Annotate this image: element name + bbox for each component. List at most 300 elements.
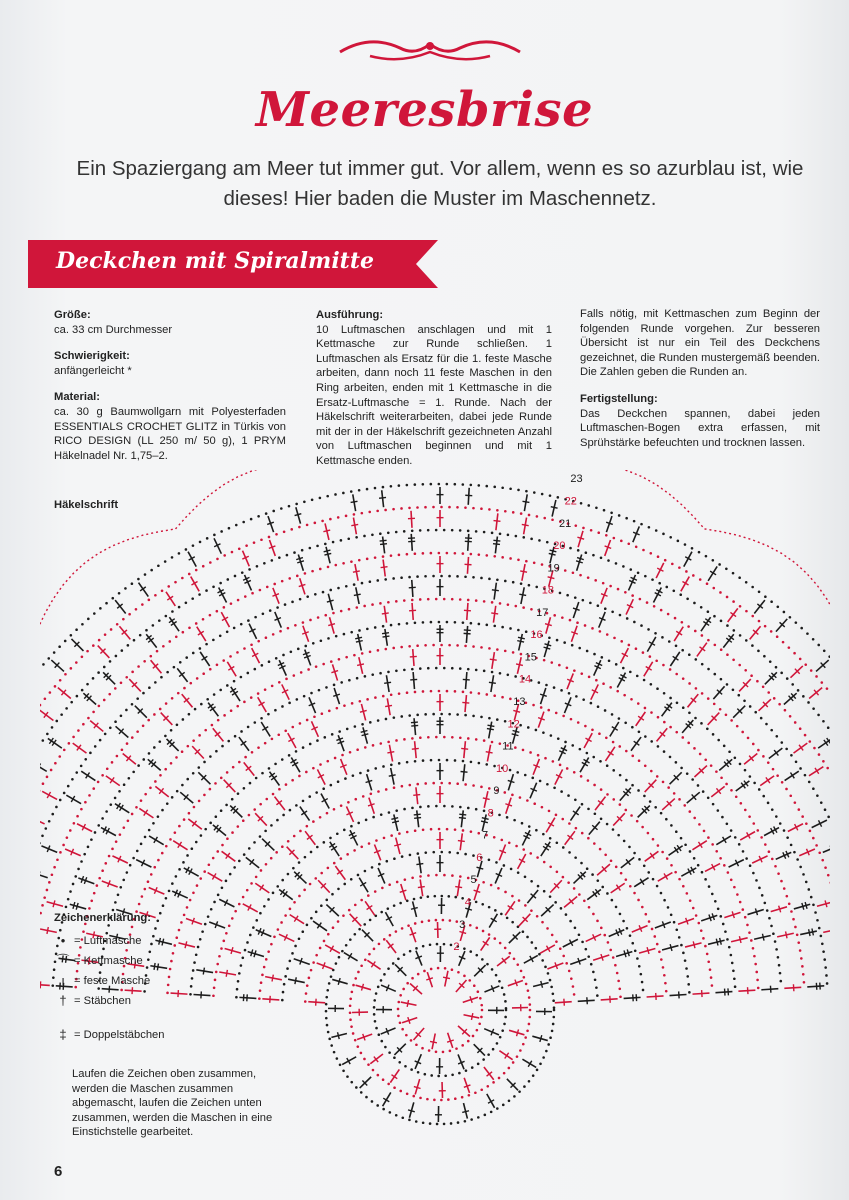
chain-dot bbox=[770, 630, 773, 633]
chain-dot bbox=[115, 840, 118, 843]
chain-dot bbox=[679, 593, 682, 596]
chain-dot bbox=[417, 973, 420, 976]
chain-dot bbox=[109, 803, 112, 806]
chain-dot bbox=[693, 817, 696, 820]
chain-dot bbox=[442, 1051, 445, 1054]
chain-dot bbox=[319, 497, 322, 500]
chain-dot bbox=[67, 785, 70, 788]
chain-dot bbox=[766, 909, 769, 912]
chain-dot bbox=[322, 663, 325, 666]
chain-dot bbox=[388, 1051, 391, 1054]
chain-dot bbox=[414, 829, 417, 832]
chain-dot bbox=[665, 818, 668, 821]
chain-dot bbox=[570, 718, 573, 721]
chain-dot bbox=[80, 808, 83, 811]
chain-dot bbox=[289, 809, 292, 812]
chain-dot bbox=[409, 950, 412, 953]
chain-dot bbox=[236, 705, 239, 708]
chain-dot bbox=[573, 771, 576, 774]
chain-dot bbox=[407, 924, 410, 927]
chain-dot bbox=[67, 898, 70, 901]
chain-dot bbox=[298, 895, 301, 898]
chain-dot bbox=[185, 548, 188, 551]
chain-dot bbox=[189, 899, 192, 902]
chain-dot bbox=[636, 675, 639, 678]
chain-dot bbox=[682, 952, 685, 955]
chain-dot bbox=[488, 647, 491, 650]
chain-dot bbox=[775, 666, 778, 669]
chain-dot bbox=[352, 774, 355, 777]
chain-dot bbox=[754, 711, 757, 714]
chain-dot bbox=[536, 1069, 539, 1072]
chain-dot bbox=[650, 711, 653, 714]
chain-dot bbox=[496, 509, 499, 512]
chain-dot bbox=[523, 1085, 526, 1088]
chain-dot bbox=[181, 784, 184, 787]
chain-dot bbox=[428, 1049, 431, 1052]
chain-dot bbox=[780, 672, 783, 675]
chain-dot bbox=[455, 1047, 458, 1050]
chain-dot bbox=[611, 611, 614, 614]
chain-dot bbox=[817, 714, 820, 717]
chain-dot bbox=[645, 913, 648, 916]
chain-dot bbox=[325, 1003, 328, 1006]
stitch-mark bbox=[570, 807, 580, 821]
chain-dot bbox=[628, 846, 631, 849]
chain-dot bbox=[106, 767, 109, 770]
chain-dot bbox=[592, 913, 595, 916]
chain-dot bbox=[409, 854, 412, 857]
chain-dot bbox=[278, 681, 281, 684]
chain-dot bbox=[687, 625, 690, 628]
chain-dot bbox=[243, 787, 246, 790]
chain-dot bbox=[814, 911, 817, 914]
chain-dot bbox=[444, 967, 447, 970]
chain-dot bbox=[762, 686, 765, 689]
chain-dot bbox=[733, 629, 736, 632]
chain-dot bbox=[88, 794, 91, 797]
chain-dot bbox=[414, 922, 417, 925]
chain-dot bbox=[684, 843, 687, 846]
chain-dot bbox=[374, 487, 377, 490]
chain-dot bbox=[430, 759, 433, 762]
chain-dot bbox=[462, 483, 465, 486]
stitch-mark bbox=[418, 887, 425, 888]
chain-dot bbox=[584, 725, 587, 728]
chain-dot bbox=[613, 537, 616, 540]
chain-dot bbox=[296, 575, 299, 578]
chain-dot bbox=[69, 890, 72, 893]
chain-dot bbox=[545, 684, 548, 687]
chain-dot bbox=[87, 618, 90, 621]
stitch-mark bbox=[491, 675, 494, 692]
chain-dot bbox=[522, 1043, 525, 1046]
chain-dot bbox=[770, 729, 773, 732]
chain-dot bbox=[319, 816, 322, 819]
legend-item bbox=[54, 931, 274, 951]
stitch-mark bbox=[494, 521, 501, 522]
chain-dot bbox=[162, 645, 165, 648]
chain-dot bbox=[518, 899, 521, 902]
round-number-label: 9 bbox=[493, 785, 500, 798]
chain-dot bbox=[683, 804, 686, 807]
chain-dot bbox=[156, 650, 159, 653]
chain-dot bbox=[142, 692, 145, 695]
chain-dot bbox=[281, 580, 284, 583]
chain-dot bbox=[669, 726, 672, 729]
chain-dot bbox=[343, 633, 346, 636]
chain-dot bbox=[551, 518, 554, 521]
stitch-mark bbox=[776, 619, 787, 632]
stitch-mark bbox=[410, 679, 417, 680]
stitch-mark bbox=[390, 1069, 399, 1082]
stitch-mark bbox=[507, 1079, 518, 1090]
chain-dot bbox=[587, 576, 590, 579]
chain-dot bbox=[631, 726, 634, 729]
chain-dot bbox=[203, 794, 206, 797]
schwierigkeit-label: Schwierigkeit: bbox=[54, 350, 130, 363]
chain-dot bbox=[607, 941, 610, 944]
chain-dot bbox=[374, 890, 377, 893]
stitch-mark bbox=[465, 695, 466, 712]
chain-dot bbox=[738, 843, 741, 846]
chain-dot bbox=[559, 592, 562, 595]
chain-dot bbox=[192, 891, 195, 894]
chain-dot bbox=[631, 594, 634, 597]
chain-dot bbox=[631, 942, 634, 945]
chain-dot bbox=[206, 537, 209, 540]
chain-dot bbox=[192, 652, 195, 655]
chain-dot bbox=[81, 689, 84, 692]
chain-dot bbox=[575, 827, 578, 830]
chain-dot bbox=[443, 943, 446, 946]
chain-dot bbox=[509, 698, 512, 701]
chain-dot bbox=[228, 527, 231, 530]
chain-dot bbox=[514, 675, 517, 678]
chain-dot bbox=[549, 494, 552, 497]
chain-dot bbox=[41, 904, 44, 907]
chain-dot bbox=[76, 695, 79, 698]
chain-dot bbox=[498, 814, 501, 817]
stitch-mark bbox=[694, 766, 707, 777]
chain-dot bbox=[763, 902, 766, 905]
chain-dot bbox=[701, 871, 704, 874]
chain-dot bbox=[275, 657, 278, 660]
stitch-mark bbox=[620, 788, 631, 801]
stitch-mark bbox=[459, 818, 466, 819]
stitch-mark bbox=[647, 996, 664, 997]
chain-dot bbox=[221, 745, 224, 748]
chain-dot bbox=[54, 685, 57, 688]
chain-dot bbox=[642, 989, 645, 992]
chain-dot bbox=[271, 738, 274, 741]
chain-dot bbox=[101, 869, 104, 872]
stitch-mark bbox=[420, 879, 423, 896]
chain-dot bbox=[142, 758, 145, 761]
chain-dot bbox=[706, 727, 709, 730]
chain-dot bbox=[199, 541, 202, 544]
chain-dot bbox=[237, 825, 240, 828]
chain-dot bbox=[562, 876, 565, 879]
chain-dot bbox=[775, 815, 778, 818]
chain-dot bbox=[538, 681, 541, 684]
material-text: ca. 30 g Baumwollgarn mit Polyesterfaden ESSENTIALS CROCHET GLITZ in Türkis von RICO DESIGN (LL 250 m/ 50 g), 1 PRYM Häkelnadel Nr. 1,75–2. bbox=[54, 405, 286, 462]
chain-dot bbox=[59, 679, 62, 682]
chain-dot bbox=[512, 1061, 515, 1064]
cross-icon: † bbox=[59, 993, 67, 1008]
chain-dot bbox=[467, 1040, 470, 1043]
chain-dot bbox=[250, 643, 253, 646]
stitch-mark bbox=[461, 748, 468, 749]
chain-dot bbox=[757, 650, 760, 653]
chain-dot bbox=[346, 728, 349, 731]
chain-dot bbox=[314, 593, 317, 596]
chain-dot bbox=[58, 645, 61, 648]
chain-dot bbox=[385, 718, 388, 721]
chain-dot bbox=[615, 866, 618, 869]
chain-dot bbox=[618, 987, 621, 990]
chain-dot bbox=[299, 830, 302, 833]
chain-dot bbox=[148, 829, 151, 832]
chain-dot bbox=[800, 627, 803, 630]
chain-dot bbox=[822, 760, 825, 763]
legend-item-label: = feste Masche bbox=[74, 975, 151, 987]
chain-dot bbox=[547, 1043, 550, 1046]
chain-dot bbox=[97, 824, 100, 827]
chain-dot bbox=[366, 558, 369, 561]
chain-dot bbox=[470, 553, 473, 556]
chain-dot bbox=[340, 681, 343, 684]
chain-dot bbox=[90, 899, 93, 902]
chain-dot bbox=[94, 831, 97, 834]
chain-dot bbox=[807, 701, 810, 704]
chain-dot bbox=[152, 822, 155, 825]
chain-dot bbox=[324, 614, 327, 617]
chain-dot bbox=[319, 947, 322, 950]
chain-dot bbox=[301, 549, 304, 552]
stitch-mark bbox=[198, 772, 210, 784]
stitch-mark bbox=[733, 706, 745, 718]
chain-dot bbox=[786, 836, 789, 839]
chain-dot bbox=[366, 628, 369, 631]
stitch-mark bbox=[227, 662, 236, 677]
chain-dot bbox=[42, 782, 45, 785]
chain-dot bbox=[513, 1095, 516, 1098]
chain-dot bbox=[700, 929, 703, 932]
chain-dot bbox=[98, 877, 101, 880]
chain-dot bbox=[199, 647, 202, 650]
chain-dot bbox=[492, 1081, 495, 1084]
chain-dot bbox=[281, 758, 284, 761]
chain-dot bbox=[379, 742, 382, 745]
chain-dot bbox=[345, 944, 348, 947]
chain-dot bbox=[669, 536, 672, 539]
stitch-mark bbox=[601, 999, 618, 1000]
chain-dot bbox=[354, 1039, 357, 1042]
chain-dot bbox=[703, 830, 706, 833]
chain-dot bbox=[104, 733, 107, 736]
chain-dot bbox=[322, 787, 325, 790]
chain-dot bbox=[320, 639, 323, 642]
stitch-mark bbox=[459, 931, 466, 933]
chain-dot bbox=[357, 822, 360, 825]
chain-dot bbox=[114, 901, 117, 904]
chain-dot bbox=[755, 971, 758, 974]
chain-dot bbox=[396, 881, 399, 884]
chain-dot bbox=[571, 644, 574, 647]
chain-dot bbox=[209, 822, 212, 825]
legend-item bbox=[54, 1025, 274, 1045]
chain-dot bbox=[226, 837, 229, 840]
chain-dot bbox=[778, 703, 781, 706]
chain-dot bbox=[573, 669, 576, 672]
chain-dot bbox=[480, 577, 483, 580]
chain-dot bbox=[320, 872, 323, 875]
chain-dot bbox=[371, 866, 374, 869]
chain-dot bbox=[638, 858, 641, 861]
stitch-mark bbox=[326, 905, 338, 917]
chain-dot bbox=[361, 723, 364, 726]
chain-dot bbox=[821, 942, 824, 945]
chain-dot bbox=[574, 596, 577, 599]
chain-dot bbox=[392, 647, 395, 650]
chain-dot bbox=[118, 592, 121, 595]
chain-dot bbox=[459, 806, 462, 809]
chain-dot bbox=[739, 763, 742, 766]
chain-dot bbox=[610, 511, 613, 514]
chain-dot bbox=[304, 572, 307, 575]
chain-dot bbox=[591, 627, 594, 630]
chain-dot bbox=[512, 581, 515, 584]
chain-dot bbox=[343, 829, 346, 832]
chain-dot bbox=[727, 871, 730, 874]
chain-dot bbox=[475, 530, 478, 533]
stitch-mark bbox=[361, 984, 363, 991]
stitch-mark bbox=[636, 712, 646, 726]
chain-dot bbox=[430, 828, 433, 831]
chain-dot bbox=[560, 790, 563, 793]
stitch-mark bbox=[360, 1077, 371, 1088]
chain-dot bbox=[174, 831, 177, 834]
stitch-mark bbox=[682, 720, 693, 733]
instructions-column bbox=[316, 308, 552, 469]
chain-dot bbox=[289, 908, 292, 911]
chain-dot bbox=[443, 598, 446, 601]
chain-dot bbox=[243, 647, 246, 650]
chain-dot bbox=[725, 567, 728, 570]
chain-dot bbox=[98, 705, 101, 708]
chain-dot bbox=[638, 759, 641, 762]
chain-dot bbox=[414, 483, 417, 486]
chain-dot bbox=[83, 853, 86, 856]
chain-dot bbox=[454, 690, 457, 693]
chain-dot bbox=[710, 764, 713, 767]
chain-dot bbox=[116, 755, 119, 758]
section-banner-title: Deckchen mit Spiralmitte bbox=[56, 248, 375, 274]
chain-dot bbox=[435, 529, 438, 532]
stitch-mark bbox=[493, 544, 500, 545]
chain-dot bbox=[472, 784, 475, 787]
chain-dot bbox=[499, 1036, 502, 1039]
chain-dot bbox=[297, 648, 300, 651]
scallop-edge bbox=[705, 529, 831, 643]
chain-dot bbox=[619, 995, 622, 998]
stitch-mark bbox=[711, 786, 724, 797]
chain-dot bbox=[610, 859, 613, 862]
chain-dot bbox=[486, 1085, 489, 1088]
chain-dot bbox=[448, 506, 451, 509]
chain-dot bbox=[522, 930, 525, 933]
chain-dot bbox=[493, 625, 496, 628]
chain-dot bbox=[408, 714, 411, 717]
chain-dot bbox=[349, 1018, 352, 1021]
chain-dot bbox=[625, 779, 628, 782]
chain-dot bbox=[70, 701, 73, 704]
stitch-mark bbox=[576, 561, 583, 563]
legend-item-label: = Doppelstäbchen bbox=[74, 1029, 165, 1041]
chain-dot bbox=[602, 582, 605, 585]
chain-dot bbox=[528, 1016, 531, 1019]
chain-dot bbox=[812, 903, 815, 906]
chain-dot bbox=[475, 808, 478, 811]
stitch-mark bbox=[411, 722, 418, 723]
stitch-mark bbox=[466, 626, 467, 643]
chain-dot bbox=[367, 1063, 370, 1066]
chain-dot bbox=[501, 696, 504, 699]
chain-dot bbox=[506, 917, 509, 920]
chain-dot bbox=[166, 671, 169, 674]
chain-dot bbox=[406, 622, 409, 625]
chain-dot bbox=[226, 578, 229, 581]
legend-item bbox=[54, 991, 274, 1011]
chain-dot bbox=[663, 692, 666, 695]
chain-dot bbox=[226, 771, 229, 774]
chain-dot bbox=[600, 557, 603, 560]
chain-dot bbox=[528, 584, 531, 587]
chain-dot bbox=[496, 1042, 499, 1045]
chain-dot bbox=[335, 962, 338, 965]
chain-dot bbox=[533, 491, 536, 494]
chain-dot bbox=[758, 887, 761, 890]
chain-dot bbox=[568, 692, 571, 695]
chain-dot bbox=[174, 581, 177, 584]
chain-dot bbox=[459, 736, 462, 739]
chain-dot bbox=[287, 840, 290, 843]
chain-dot bbox=[826, 982, 829, 985]
stitch-mark bbox=[119, 626, 130, 639]
chain-dot bbox=[229, 873, 232, 876]
chain-dot bbox=[365, 819, 368, 822]
chain-dot bbox=[242, 521, 245, 524]
stitch-mark bbox=[518, 637, 525, 638]
chain-dot bbox=[499, 742, 502, 745]
chain-dot bbox=[131, 703, 134, 706]
chain-dot bbox=[516, 771, 519, 774]
chain-dot bbox=[304, 1000, 307, 1003]
chain-dot bbox=[92, 644, 95, 647]
chain-dot bbox=[779, 980, 782, 983]
chain-dot bbox=[401, 785, 404, 788]
chain-dot bbox=[641, 826, 644, 829]
chain-dot bbox=[196, 677, 199, 680]
chain-dot bbox=[681, 621, 684, 624]
chain-dot bbox=[183, 818, 186, 821]
chain-dot bbox=[315, 665, 318, 668]
stitch-mark bbox=[688, 694, 699, 707]
chain-dot bbox=[451, 529, 454, 532]
chain-dot bbox=[261, 772, 264, 775]
chain-dot bbox=[529, 751, 532, 754]
